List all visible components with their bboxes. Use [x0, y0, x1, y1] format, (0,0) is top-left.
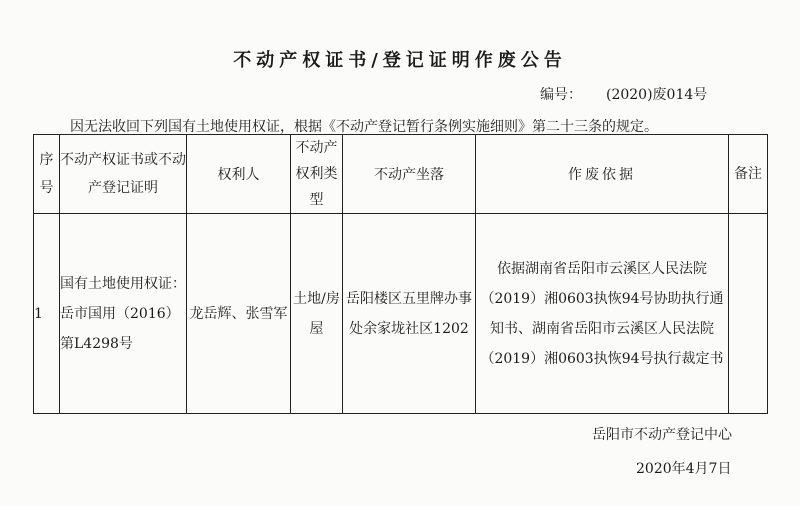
header-note: 备注: [729, 135, 768, 214]
table-row: [34, 214, 768, 414]
cell-location: 岳阳楼区五里牌办事处余家垅社区1202: [343, 214, 476, 414]
header-basis: 作废依据: [476, 135, 729, 214]
table-header-row: [34, 135, 768, 214]
document-title: 不动产权证书/登记证明作废公告: [233, 50, 567, 71]
cell-holder: 龙岳辉、张雪军: [187, 214, 291, 414]
cell-note: [729, 214, 768, 414]
header-holder: 权利人: [187, 135, 291, 214]
document-number: [540, 84, 707, 104]
header-seq: 序号: [34, 135, 60, 214]
cell-seq: 1: [34, 214, 60, 414]
cell-basis: 依据湖南省岳阳市云溪区人民法院（2019）湘0603执恢94号协助执行通知书、湖南省岳阳市云溪区人民法院（2019）湘0603执恢94号执行裁定书: [476, 214, 729, 414]
header-property-type: 不动产权利类型: [291, 135, 343, 214]
void-certificate-table: [33, 134, 768, 414]
issuing-organization: 岳阳市不动产登记中心: [592, 427, 732, 443]
header-location: 不动产坐落: [343, 135, 476, 214]
intro-paragraph: 因无法收回下列国有土地使用权证，根据《不动产登记暂行条例实施细则》第二十三条的规定。: [70, 119, 658, 135]
cell-property-type: 土地/房屋: [291, 214, 343, 414]
issue-date: 2020年4月7日: [636, 461, 732, 477]
header-cert: 不动产权证书或不动产登记证明: [60, 135, 187, 214]
cell-cert: 国有土地使用权证：岳市国用（2016）第L4298号: [60, 214, 187, 414]
document-number-value: (2020)废014号: [606, 87, 708, 103]
document-number-label: 编号：: [540, 87, 582, 103]
